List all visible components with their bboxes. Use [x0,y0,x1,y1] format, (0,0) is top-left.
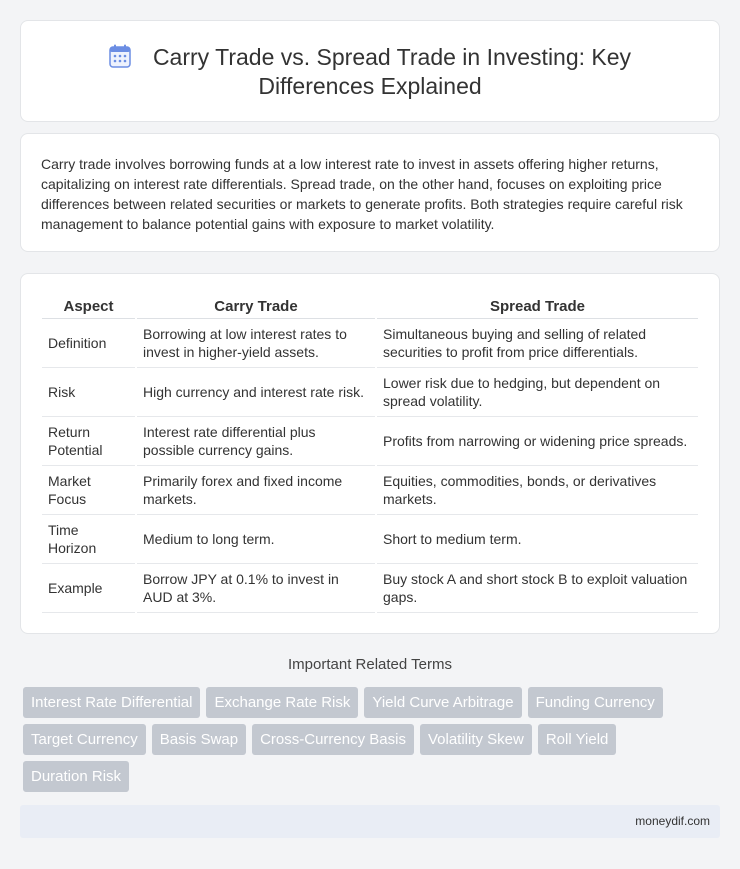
cell-carry: Interest rate differential plus possible currency gains. [136,416,376,465]
term-tag[interactable]: Duration Risk [23,761,129,792]
cell-aspect: Risk [42,367,136,416]
term-tag[interactable]: Yield Curve Arbitrage [364,687,521,718]
intro-card [20,133,720,252]
table-row [42,563,698,612]
cell-spread: Buy stock A and short stock B to exploit valuation gaps. [376,563,698,612]
cell-spread: Profits from narrowing or widening price spreads. [376,416,698,465]
intro-text: Carry trade involves borrowing funds at a low interest rate to invest in assets offering higher returns, capitalizing on interest rate differentials. Spread trade, on the other hand, focuses on exploiting price differences between related securities or markets to generate profits. Both strategies require careful risk management to balance potential gains with exposure to market volatility. [41,156,683,232]
cell-spread: Lower risk due to hedging, but dependent on spread volatility. [376,367,698,416]
cell-carry: Borrow JPY at 0.1% to invest in AUD at 3%. [136,563,376,612]
title-line-1: Carry Trade vs. Spread Trade in Investing: Key [152,44,632,70]
table-row [42,367,698,416]
title-line-2: Differences Explained [258,73,482,99]
cell-aspect: Definition [42,318,136,367]
cell-spread: Equities, commodities, bonds, or derivatives markets. [376,465,698,514]
cell-spread: Short to medium term. [376,514,698,563]
comparison-card [20,273,720,634]
cell-aspect: Return Potential [42,416,136,465]
header-carry-trade: Carry Trade [136,295,376,318]
cell-carry: Medium to long term. [136,514,376,563]
term-tag[interactable]: Exchange Rate Risk [206,687,358,718]
term-tag[interactable]: Interest Rate Differential [23,687,200,718]
cell-aspect: Time Horizon [42,514,136,563]
cell-carry: Borrowing at low interest rates to invest in higher-yield assets. [136,318,376,367]
related-terms-heading: Important Related Terms [288,656,452,673]
term-tag[interactable]: Cross-Currency Basis [252,724,414,755]
comparison-table [42,295,698,613]
term-tag[interactable]: Target Currency [23,724,146,755]
page-title [21,43,719,101]
related-terms-list [23,687,723,798]
cell-spread: Simultaneous buying and selling of related securities to profit from price differentials. [376,318,698,367]
calendar-icon [109,44,131,68]
table-row [42,318,698,367]
table-row [42,416,698,465]
footer [20,805,720,838]
term-tag[interactable]: Volatility Skew [420,724,532,755]
cell-carry: High currency and interest rate risk. [136,367,376,416]
header-aspect: Aspect [42,295,136,318]
table-row [42,514,698,563]
term-tag[interactable]: Basis Swap [152,724,246,755]
footer-site-link[interactable]: moneydif.com [635,814,710,828]
cell-aspect: Example [42,563,136,612]
cell-carry: Primarily forex and fixed income markets. [136,465,376,514]
table-header-row [42,295,698,318]
term-tag[interactable]: Funding Currency [528,687,663,718]
table-row [42,465,698,514]
term-tag[interactable]: Roll Yield [538,724,617,755]
title-card [20,20,720,122]
header-spread-trade: Spread Trade [376,295,698,318]
cell-aspect: Market Focus [42,465,136,514]
